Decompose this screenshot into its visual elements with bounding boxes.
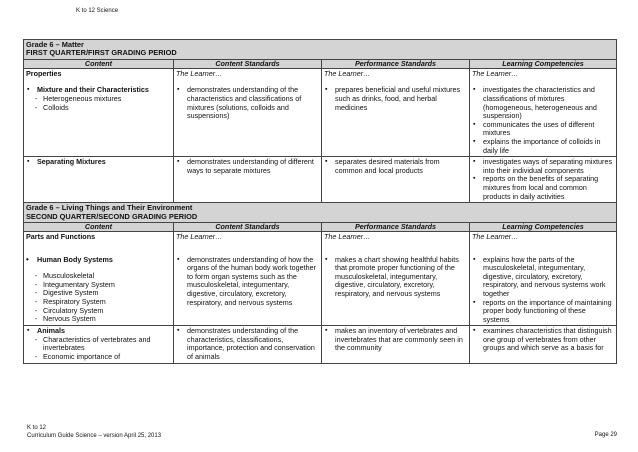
sub-list — [26, 272, 171, 324]
curriculum-table — [23, 39, 617, 364]
list-item: ▪ makes a chart showing healthful habits that promote proper functioning of the musculoskeletal, integumentary, digestive, circulatory, excretory, respiratory, and nervous systems — [324, 256, 467, 299]
table-row — [24, 157, 617, 203]
q1-col-performance: Performance Standards — [322, 59, 470, 68]
list-item: - Respiratory System — [35, 298, 171, 307]
list-item: ▪ demonstrates understanding of different ways to separate mixtures — [176, 158, 319, 175]
table-row — [24, 326, 617, 363]
list-item: - Musculoskeletal — [35, 272, 171, 281]
q1-col-competencies: Learning Competencies — [470, 59, 617, 68]
list-item: - Integumentary System — [35, 281, 171, 290]
list-item: ▪ reports on the benefits of separating mixtures from local and common products in daily activities — [472, 175, 614, 201]
q1-period-title: FIRST QUARTER/FIRST GRADING PERIOD — [26, 48, 177, 58]
footer-line-2: Curriculum Guide Science – version April 25, 2013 — [27, 432, 162, 439]
learner-label: The Learner… — [324, 68, 371, 78]
list-item: - Characteristics of vertebrates and invertebrates — [35, 336, 171, 353]
sub-list — [26, 95, 171, 112]
list-item: ▪ investigates ways of separating mixtures into their individual components — [472, 158, 614, 175]
list-item: ▪ examines characteristics that distinguish one group of vertebrates from other groups and which serve as a basis for — [472, 327, 614, 353]
list-item: - Economic importance of — [35, 353, 171, 362]
learner-label: The Learner… — [176, 68, 223, 78]
learner-label: The Learner… — [176, 231, 223, 241]
list-item: ▪ separates desired materials from common and local products — [324, 158, 467, 175]
page-number: Page 29 — [594, 432, 617, 438]
list-item: ▪ demonstrates understanding of the characteristics and classifications of mixtures (solutions, colloids and suspensions) — [176, 86, 319, 120]
sub-list — [26, 336, 171, 362]
q2-band — [24, 203, 617, 223]
q1-col-content: Content — [24, 59, 174, 68]
list-item: ▪ demonstrates understanding of how the organs of the human body work together to form organ systems such as the musculoskeletal, integumentary, digestive, circulatory, excretory, respiratory, and nervous systems — [176, 256, 319, 308]
q2-col-performance: Performance Standards — [322, 222, 470, 231]
q1-column-headers — [24, 59, 617, 68]
list-item: ▪ investigates the characteristics and classifications of mixtures (homogeneous, heterogeneous and suspension) — [472, 86, 614, 120]
list-item: ▪ demonstrates understanding of the characteristics, classifications, importance, protection and conservation of animals — [176, 327, 319, 361]
list-item: - Circulatory System — [35, 307, 171, 316]
list-item: - Nervous System — [35, 315, 171, 324]
q1-band — [24, 40, 617, 60]
table-row — [24, 231, 617, 325]
list-item: ▪ Animals — [26, 327, 171, 336]
q1-col-standards: Content Standards — [174, 59, 322, 68]
learner-label: The Learner… — [324, 231, 371, 241]
footer-line-1: K to 12 — [27, 425, 47, 431]
list-item: ▪ explains the importance of colloids in daily life — [472, 138, 614, 155]
q2-period-title: SECOND QUARTER/SECOND GRADING PERIOD — [26, 211, 198, 221]
q2-col-standards: Content Standards — [174, 222, 322, 231]
list-item: - Digestive System — [35, 289, 171, 298]
list-item: ▪ makes an inventory of vertebrates and invertebrates that are commonly seen in the community — [324, 327, 467, 353]
page-header: K to 12 Science — [76, 8, 119, 14]
q2-col-content: Content — [24, 222, 174, 231]
q2-section-title: Parts and Functions — [26, 231, 96, 241]
list-item: ▪ prepares beneficial and useful mixtures such as drinks, food, and herbal medicines — [324, 86, 467, 112]
q2-col-competencies: Learning Competencies — [470, 222, 617, 231]
q2-column-headers — [24, 222, 617, 231]
q1-grade-title: Grade 6 – Matter — [26, 40, 84, 49]
list-item: ▪ communicates the uses of different mixtures — [472, 121, 614, 138]
table-row — [24, 68, 617, 156]
list-item: ▪ explains how the parts of the musculoskeletal, integumentary, digestive, circulatory, excretory, respiratory, and nervous systems work together — [472, 256, 614, 299]
q2-grade-title: Grade 6 – Living Things and Their Environment — [26, 203, 193, 213]
list-item: - Heterogeneous mixtures — [35, 95, 171, 104]
list-item: ▪ Separating Mixtures — [26, 158, 171, 167]
q1-section-title: Properties — [26, 68, 62, 78]
list-item: ▪ reports on the importance of maintaining proper body functioning of these systems — [472, 299, 614, 325]
list-item: - Colloids — [35, 104, 171, 113]
learner-label: The Learner… — [472, 68, 519, 78]
learner-label: The Learner… — [472, 231, 519, 241]
page-footer — [27, 425, 617, 440]
list-item: • Human Body Systems — [26, 256, 171, 265]
list-item: ▪ Mixture and their Characteristics — [26, 86, 171, 95]
